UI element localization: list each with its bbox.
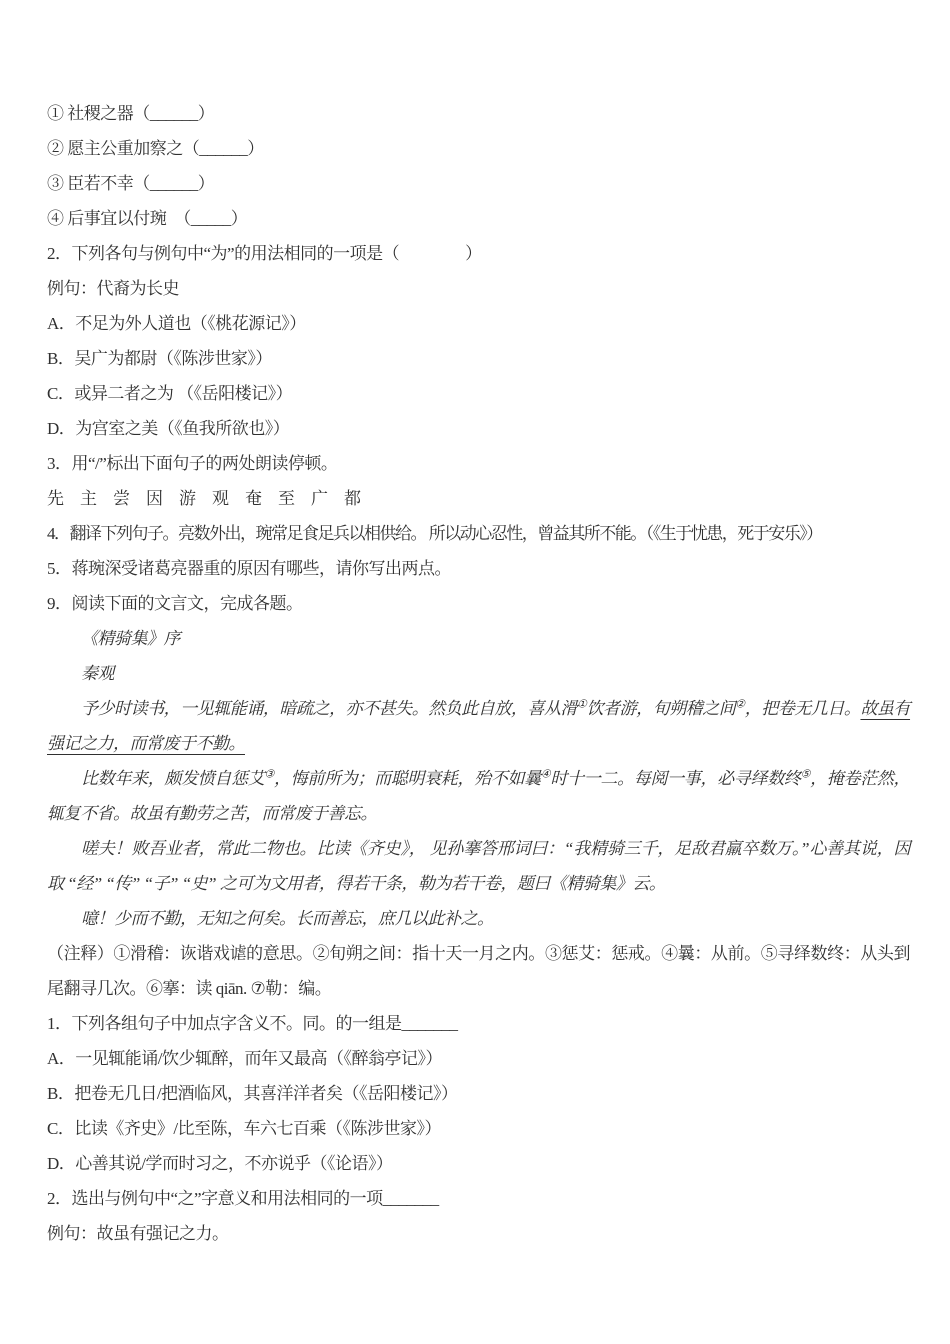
superscript-note-ref: ① <box>577 698 587 711</box>
sub-option-b <box>47 1076 910 1111</box>
text-segment: 先 主 尝 因 游 观 奄 至 广 都 <box>47 489 361 508</box>
text-segment: D．心善其说/学而时习之，不亦说乎（《论语》） <box>47 1154 393 1173</box>
example-sentence <box>47 271 910 306</box>
question-5 <box>47 551 910 586</box>
pause-sentence <box>47 481 910 516</box>
text-segment: C．或异二者之为 （《岳阳楼记》） <box>47 384 293 403</box>
text-segment: ，把卷无几日。 <box>744 699 861 718</box>
text-segment: 5．蒋琬深受诸葛亮器重的原因有哪些，请你写出两点。 <box>47 559 451 578</box>
passage-author <box>47 656 910 691</box>
passage-title <box>47 621 910 656</box>
passage-notes <box>47 936 910 1006</box>
text-segment: 1．下列各组句子中加点字含义不。同。的一组是_______ <box>47 1014 458 1033</box>
text-segment: 例句：代裔为长史 <box>47 279 179 298</box>
text-segment: A．一见辄能诵/饮少辄醉，而年又最高（《醉翁亭记》） <box>47 1049 442 1068</box>
text-segment: 嗟夫！败吾业者，常此二物也。比读《齐史》， 见孙搴答邢词曰：“我精骑三千，足敌君羸卒数万。”心善其说，因取 “经” “传” “子” “史” 之可为文用者，得若干条，勒为若干卷，题曰《精骑集》云。 <box>47 839 910 893</box>
text-segment: D．为宫室之美（《鱼我所欲也》） <box>47 419 290 438</box>
blank-item-1 <box>47 96 910 131</box>
text-segment: ③ 臣若不幸（______） <box>47 174 215 193</box>
superscript-note-ref: ④ <box>540 768 551 781</box>
text-segment: 2．选出与例句中“之”字意义和用法相同的一项_______ <box>47 1189 439 1208</box>
subquestion-1 <box>47 1006 910 1041</box>
option-d <box>47 411 910 446</box>
text-segment: 饮者游，旬朔稽之间 <box>586 699 736 718</box>
text-segment: ，悔前所为；而聪明衰耗，殆不如曩 <box>274 769 541 788</box>
question-2 <box>47 236 910 271</box>
text-segment: （注释）①滑稽：诙谐戏谑的意思。②旬朔之间：指十天一月之内。③惩艾：惩戒。④曩：从前。⑤寻绎数终：从头到尾翻寻几次。⑥搴：读 qiān. ⑦勒：编。 <box>47 944 910 998</box>
example-sentence-2 <box>47 1216 910 1251</box>
text-segment: 秦观 <box>81 664 114 683</box>
text-segment: ，掩卷茫然，辄复不省。故虽有勤劳之苦，而常废于善忘。 <box>47 769 910 823</box>
superscript-note-ref: ② <box>735 698 745 711</box>
passage-paragraph-4 <box>47 901 910 936</box>
superscript-note-ref: ⑤ <box>800 768 811 781</box>
passage-paragraph-3 <box>47 831 910 901</box>
text-segment: 《精骑集》序 <box>81 629 180 648</box>
option-b <box>47 341 910 376</box>
sub-option-c <box>47 1111 910 1146</box>
option-c <box>47 376 910 411</box>
text-segment: ④ 后事宜以付琬 （_____） <box>47 209 248 228</box>
question-9 <box>47 586 910 621</box>
text-segment: B．把卷无几日/把酒临风，其喜洋洋者矣（《岳阳楼记》） <box>47 1084 458 1103</box>
document-body <box>47 96 910 1251</box>
subquestion-2 <box>47 1181 910 1216</box>
sub-option-d <box>47 1146 910 1181</box>
blank-item-3 <box>47 166 910 201</box>
text-segment: B．吴广为都尉（《陈涉世家》） <box>47 349 272 368</box>
sub-option-a <box>47 1041 910 1076</box>
text-segment: 例句：故虽有强记之力。 <box>47 1224 229 1243</box>
blank-item-4 <box>47 201 910 236</box>
text-segment: 比数年来，颇发愤自惩艾 <box>81 769 265 788</box>
text-segment: C．比读《齐史》/比至陈，车六七百乘（《陈涉世家》） <box>47 1119 442 1138</box>
question-3 <box>47 446 910 481</box>
text-segment: 时十一二。每阅一事，必寻绎数终 <box>550 769 801 788</box>
text-segment: A．不足为外人道也（《桃花源记》） <box>47 314 306 333</box>
superscript-note-ref: ③ <box>264 768 274 781</box>
text-segment: 9．阅读下面的文言文，完成各题。 <box>47 594 303 613</box>
text-segment: ② 愿主公重加察之（______） <box>47 139 264 158</box>
text-segment: 3．用“/”标出下面句子的两处朗读停顿。 <box>47 454 338 473</box>
passage-paragraph-1 <box>47 691 910 761</box>
blank-item-2 <box>47 131 910 166</box>
text-segment: 4．翻译下列句子。亮数外出，琬常足食足兵以相供给。 所以动心忍性，曾益其所不能。（《生于忧患，死于安乐》） <box>47 524 822 543</box>
question-4 <box>47 516 910 551</box>
text-segment: ① 社稷之器（______） <box>47 104 215 123</box>
text-segment: 2．下列各句与例句中“为”的用法相同的一项是（ ） <box>47 244 482 263</box>
passage-paragraph-2 <box>47 761 910 831</box>
underlined-text: 故虽有强记之力，而常废于不勤。 <box>47 699 911 753</box>
text-segment: 予少时读书，一见辄能诵，暗疏之，亦不甚失。然负此自放，喜从滑 <box>81 699 578 718</box>
option-a <box>47 306 910 341</box>
text-segment: 噫！少而不勤，无知之何矣。长而善忘，庶几以此补之。 <box>81 909 494 928</box>
